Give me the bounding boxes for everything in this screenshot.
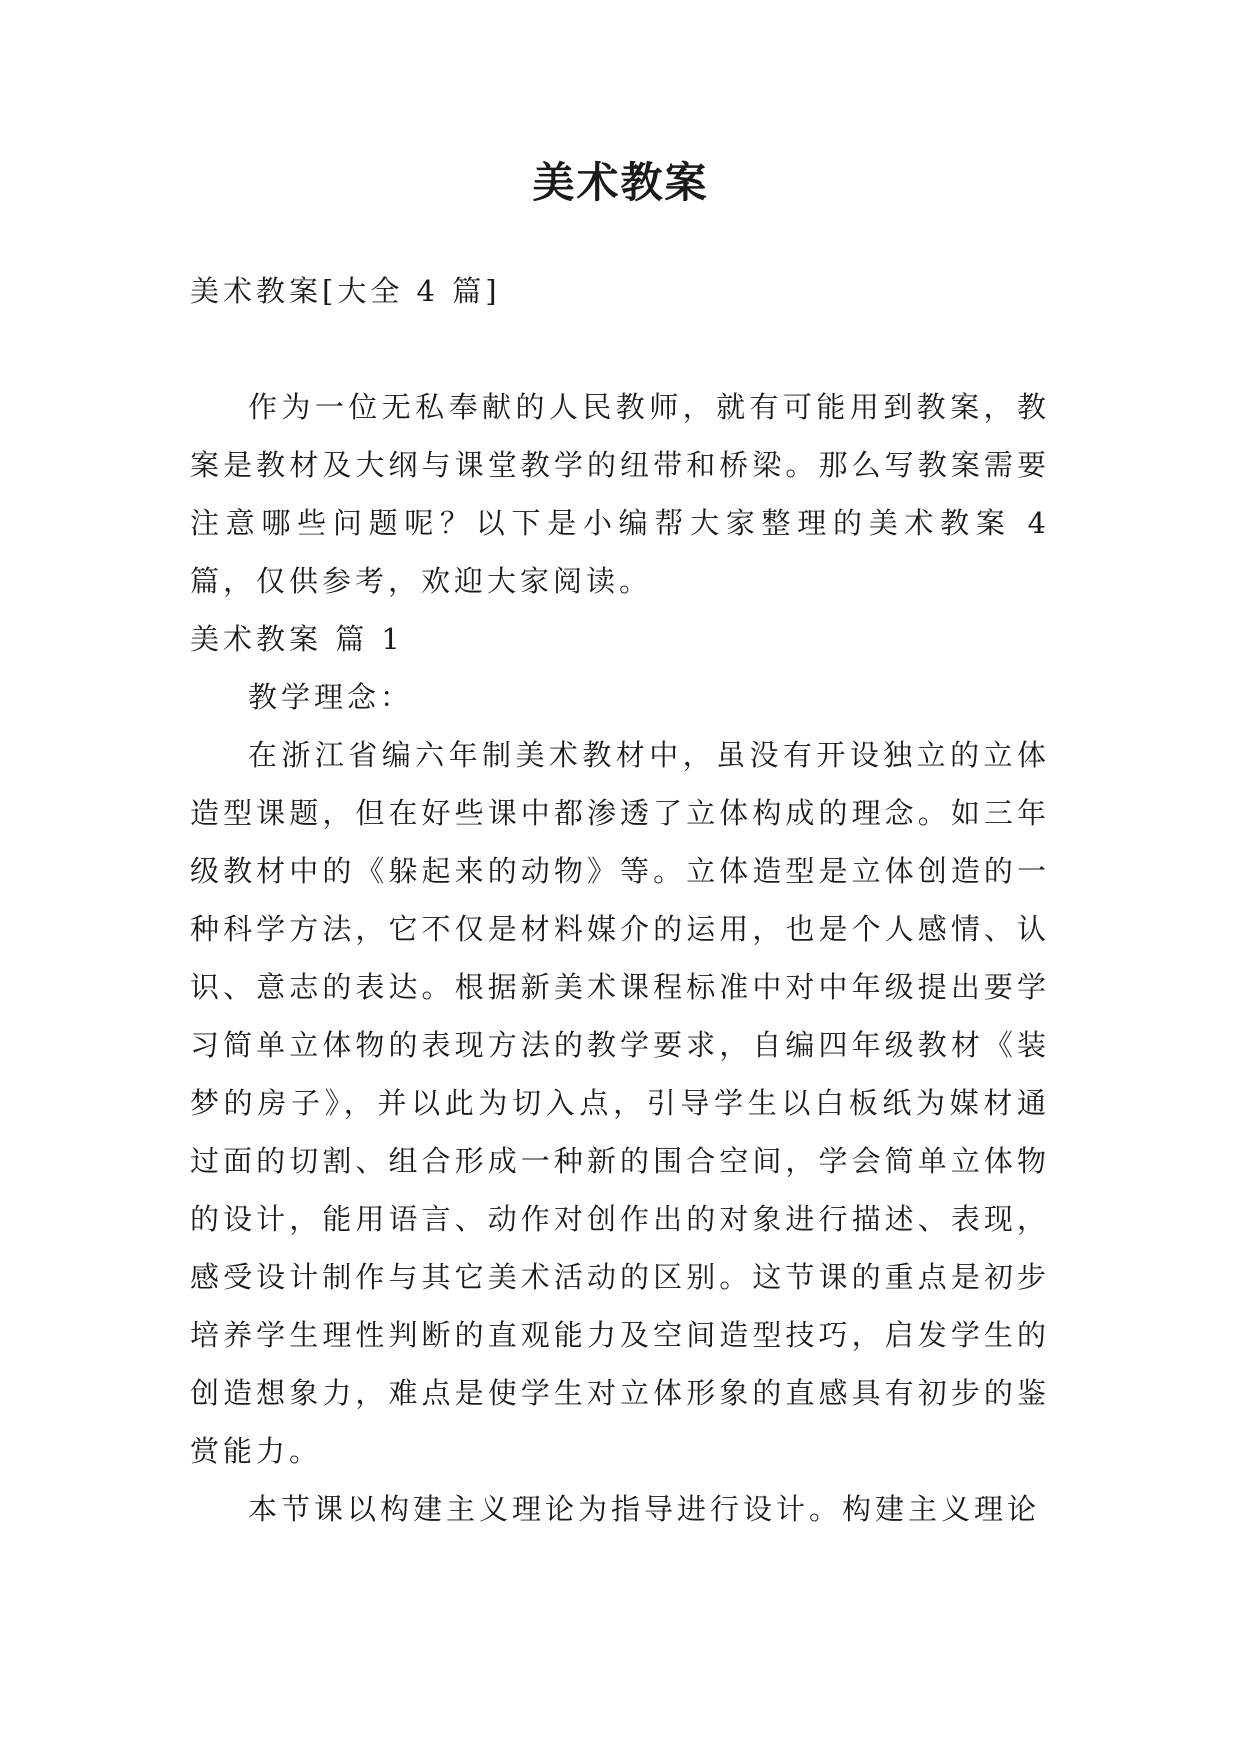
document-title: 美术教案 (532, 158, 709, 207)
section-heading: 美术教案 篇 1 (190, 622, 404, 656)
intro-paragraph: 作为一位无私奉献的人民教师，就有可能用到教案，教案是教材及大纲与课堂教学的纽带和桥梁。那么写教案需要注意哪些问题呢？以下是小编帮大家整理的美术教案 4 篇，仅供参考，欢迎大家阅读。 (190, 390, 1050, 598)
concept-paragraph: 在浙江省编六年制美术教材中，虽没有开设独立的立体造型课题，但在好些课中都渗透了立体构成的理念。如三年级教材中的《躲起来的动物》等。立体造型是立体创造的一种科学方法，它不仅是材料媒介的运用，也是个人感情、认识、意志的表达。根据新美术课程标准中对中年级提出要学习简单立体物的表现方法的教学要求，自编四年级教材《装梦的房子》，并以此为切入点，引导学生以白板纸为媒材通过面的切割、组合形成一种新的围合空间，学会简单立体物的设计，能用语言、动作对创作出的对象进行描述、表现，感受设计制作与其它美术活动的区别。这节课的重点是初步培养学生理性判断的直观能力及空间造型技巧，启发学生的创造想象力，难点是使学生对立体形象的直感具有初步的鉴赏能力。 (190, 738, 1050, 1468)
theory-paragraph: 本节课以构建主义理论为指导进行设计。构建主义理论 (248, 1492, 1041, 1526)
document-subtitle: 美术教案[大全 4 篇] (190, 274, 501, 308)
concept-label: 教学理念： (248, 680, 414, 714)
document-body (190, 262, 1050, 1538)
